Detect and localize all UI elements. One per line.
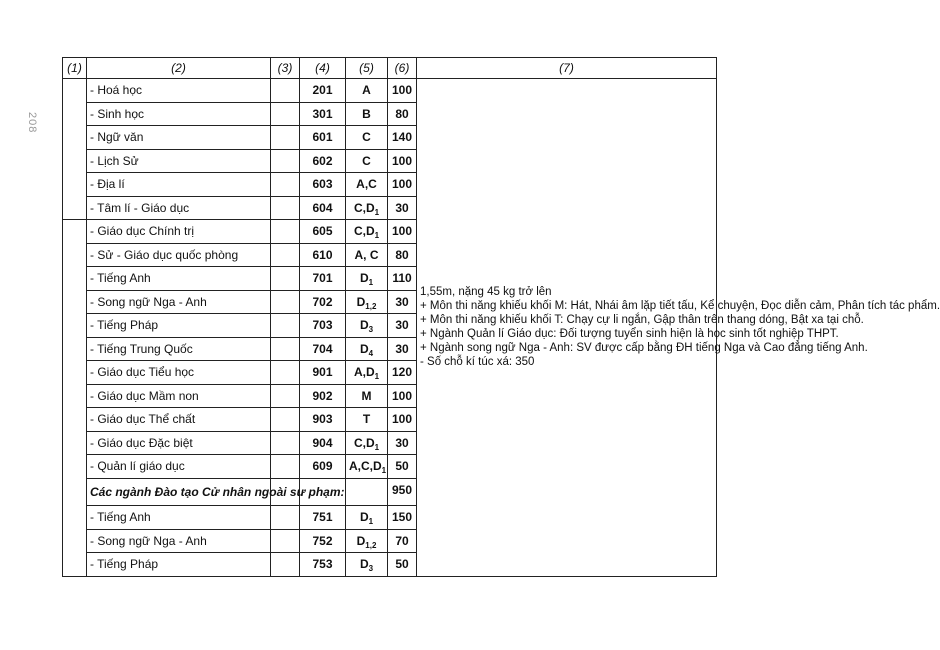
exam-group-cell [346, 126, 388, 150]
exam-group-text: A,D [353, 365, 375, 380]
program-code-cell: 903 [300, 408, 346, 432]
column-3-cell [271, 361, 300, 385]
exam-group-cell [346, 102, 388, 126]
exam-group-subscript: 1 [368, 278, 374, 288]
quota-cell: 30 [388, 196, 417, 220]
program-code-cell: 604 [300, 196, 346, 220]
program-name-cell: - Tiếng Anh [87, 267, 271, 291]
quota-cell: 100 [388, 79, 417, 103]
quota-cell: 30 [388, 431, 417, 455]
exam-group-cell [346, 361, 388, 385]
admissions-table [62, 57, 940, 577]
exam-group-cell [346, 314, 388, 338]
quota-cell: 120 [388, 361, 417, 385]
column-3-cell [271, 173, 300, 197]
program-code-cell: 601 [300, 126, 346, 150]
program-name-cell: - Giáo dục Chính trị [87, 220, 271, 244]
quota-cell: 30 [388, 314, 417, 338]
column-3-cell [271, 553, 300, 577]
quota-cell: 100 [388, 149, 417, 173]
note-line: + Môn thi năng khiếu khối T: Chạy cự li ngắn, Gập thân trên thang dóng, Bật xa tại chỗ. [420, 314, 864, 327]
exam-group-cell [346, 506, 388, 530]
column-3-cell [271, 267, 300, 291]
exam-group-text: C,D [353, 224, 375, 239]
page-number: 208 [26, 112, 38, 134]
column-3-cell [271, 126, 300, 150]
program-code-cell: 904 [300, 431, 346, 455]
exam-group-text: T [362, 412, 371, 427]
program-code-cell: 752 [300, 529, 346, 553]
program-code-cell: 603 [300, 173, 346, 197]
exam-group-cell [346, 149, 388, 173]
quota-cell: 140 [388, 126, 417, 150]
quota-cell: 100 [388, 408, 417, 432]
quota-cell: 100 [388, 173, 417, 197]
exam-group-cell [346, 455, 388, 479]
header-col-5: (5) [346, 58, 388, 79]
program-name-cell: - Giáo dục Tiểu học [87, 361, 271, 385]
column-3-cell [271, 408, 300, 432]
header-row [63, 58, 717, 79]
exam-group-subscript: 1,2 [365, 301, 377, 311]
column-3-cell [271, 149, 300, 173]
exam-group-subscript: 1 [368, 517, 374, 527]
column-3-cell [271, 455, 300, 479]
column-3-cell [271, 384, 300, 408]
quota-cell: 50 [388, 553, 417, 577]
quota-cell: 70 [388, 529, 417, 553]
column-5-cell [346, 478, 388, 506]
exam-group-subscript: 1 [374, 442, 380, 452]
program-name-cell: - Sử - Giáo dục quốc phòng [87, 243, 271, 267]
exam-group-cell [346, 431, 388, 455]
note-line: - Số chỗ kí túc xá: 350 [420, 356, 535, 369]
program-code-cell: 609 [300, 455, 346, 479]
header-col-4: (4) [300, 58, 346, 79]
quota-cell: 100 [388, 384, 417, 408]
exam-group-subscript: 1,2 [365, 540, 377, 550]
program-name-cell: - Giáo dục Đặc biệt [87, 431, 271, 455]
exam-group-cell [346, 243, 388, 267]
exam-group-text: C [362, 130, 371, 145]
exam-group-text: D [359, 510, 369, 525]
column-3-cell [271, 314, 300, 338]
notes-cell [417, 79, 940, 577]
exam-group-subscript: 1 [374, 231, 380, 241]
quota-cell: 80 [388, 102, 417, 126]
column-3-cell [271, 220, 300, 244]
column-3-cell [271, 196, 300, 220]
header-col-1: (1) [63, 58, 87, 79]
program-name-cell: - Địa lí [87, 173, 271, 197]
exam-group-text: C,D [353, 200, 375, 215]
exam-group-cell [346, 553, 388, 577]
exam-group-subscript: 1 [374, 207, 380, 217]
program-code-cell: 702 [300, 290, 346, 314]
quota-cell: 110 [388, 267, 417, 291]
exam-group-cell [346, 173, 388, 197]
header-col-3: (3) [271, 58, 300, 79]
program-name-cell: - Giáo dục Mầm non [87, 384, 271, 408]
section-quota-cell: 950 [388, 478, 417, 506]
note-line: + Ngành Quản lí Giáo dục: Đối tượng tuyển sinh hiện là học sinh tốt nghiệp THPT. [420, 328, 839, 341]
section-title-cell: Các ngành Đào tạo Cử nhân ngoài sư phạm: [87, 478, 271, 506]
exam-group-text: D [359, 557, 369, 572]
header-col-2: (2) [87, 58, 271, 79]
program-name-cell: - Hoá học [87, 79, 271, 103]
program-code-cell: 701 [300, 267, 346, 291]
exam-group-text: D [356, 533, 366, 548]
program-name-cell: - Sinh học [87, 102, 271, 126]
column-3-cell [271, 102, 300, 126]
column-3-cell [271, 79, 300, 103]
column-3-cell [271, 506, 300, 530]
program-code-cell: 602 [300, 149, 346, 173]
exam-group-text: C [362, 153, 371, 168]
exam-group-text: A [362, 83, 371, 98]
quota-cell: 150 [388, 506, 417, 530]
exam-group-text: A,C [356, 177, 377, 192]
program-name-cell: - Lịch Sử [87, 149, 271, 173]
quota-cell: 30 [388, 337, 417, 361]
exam-group-text: D [359, 271, 369, 286]
program-name-cell: - Tiếng Anh [87, 506, 271, 530]
row-index-cell [63, 79, 87, 220]
program-name-cell: - Song ngữ Nga - Anh [87, 290, 271, 314]
program-name-cell: - Tiếng Pháp [87, 314, 271, 338]
exam-group-text: M [361, 388, 372, 403]
program-name-cell: - Tâm lí - Giáo dục [87, 196, 271, 220]
exam-group-cell [346, 196, 388, 220]
exam-group-subscript: 1 [381, 466, 387, 476]
program-code-cell: 902 [300, 384, 346, 408]
column-3-cell [271, 529, 300, 553]
exam-group-subscript: 3 [368, 564, 374, 574]
exam-group-cell [346, 384, 388, 408]
column-3-cell [271, 431, 300, 455]
program-name-cell: - Giáo dục Thể chất [87, 408, 271, 432]
program-code-cell: 201 [300, 79, 346, 103]
exam-group-text: D [359, 318, 369, 333]
column-3-cell [271, 290, 300, 314]
quota-cell: 50 [388, 455, 417, 479]
program-code-cell: 703 [300, 314, 346, 338]
exam-group-text: D [359, 341, 369, 356]
quota-cell: 30 [388, 290, 417, 314]
row-index-cell [63, 220, 87, 577]
program-name-cell: - Quản lí giáo dục [87, 455, 271, 479]
exam-group-subscript: 4 [368, 348, 374, 358]
exam-group-cell [346, 529, 388, 553]
header-col-7: (7) [417, 58, 717, 79]
exam-group-text: A, C [354, 247, 379, 262]
exam-group-text: D [356, 294, 366, 309]
program-name-cell: - Song ngữ Nga - Anh [87, 529, 271, 553]
program-code-cell: 605 [300, 220, 346, 244]
exam-group-subscript: 3 [368, 325, 374, 335]
exam-group-text: A,C,D [349, 459, 382, 474]
exam-group-cell [346, 220, 388, 244]
column-3-cell [271, 337, 300, 361]
program-name-cell: - Tiếng Trung Quốc [87, 337, 271, 361]
note-line: + Ngành song ngữ Nga - Anh: SV được cấp bằng ĐH tiếng Nga và Cao đẳng tiếng Anh. [420, 342, 868, 355]
header-col-6: (6) [388, 58, 417, 79]
exam-group-cell [346, 267, 388, 291]
program-code-cell: 301 [300, 102, 346, 126]
program-code-cell: 610 [300, 243, 346, 267]
note-line: + Môn thi năng khiếu khối M: Hát, Nhái âm lặp tiết tấu, Kể chuyện, Đọc diễn cảm, Phân tích tác phẩm. [420, 300, 940, 313]
program-code-cell: 704 [300, 337, 346, 361]
program-code-cell: 901 [300, 361, 346, 385]
exam-group-subscript: 1 [374, 372, 380, 382]
program-code-cell: 751 [300, 506, 346, 530]
exam-group-cell [346, 337, 388, 361]
exam-group-cell [346, 408, 388, 432]
quota-cell: 100 [388, 220, 417, 244]
quota-cell: 80 [388, 243, 417, 267]
exam-group-text: C,D [353, 435, 375, 450]
table-body [63, 79, 940, 577]
exam-group-cell [346, 290, 388, 314]
exam-group-cell [346, 79, 388, 103]
note-line: 1,55m, nặng 45 kg trở lên [420, 286, 552, 299]
program-name-cell: - Tiếng Pháp [87, 553, 271, 577]
program-code-cell: 753 [300, 553, 346, 577]
table-row [63, 79, 717, 103]
program-name-cell: - Ngữ văn [87, 126, 271, 150]
exam-group-text: B [362, 106, 371, 121]
column-3-cell [271, 243, 300, 267]
